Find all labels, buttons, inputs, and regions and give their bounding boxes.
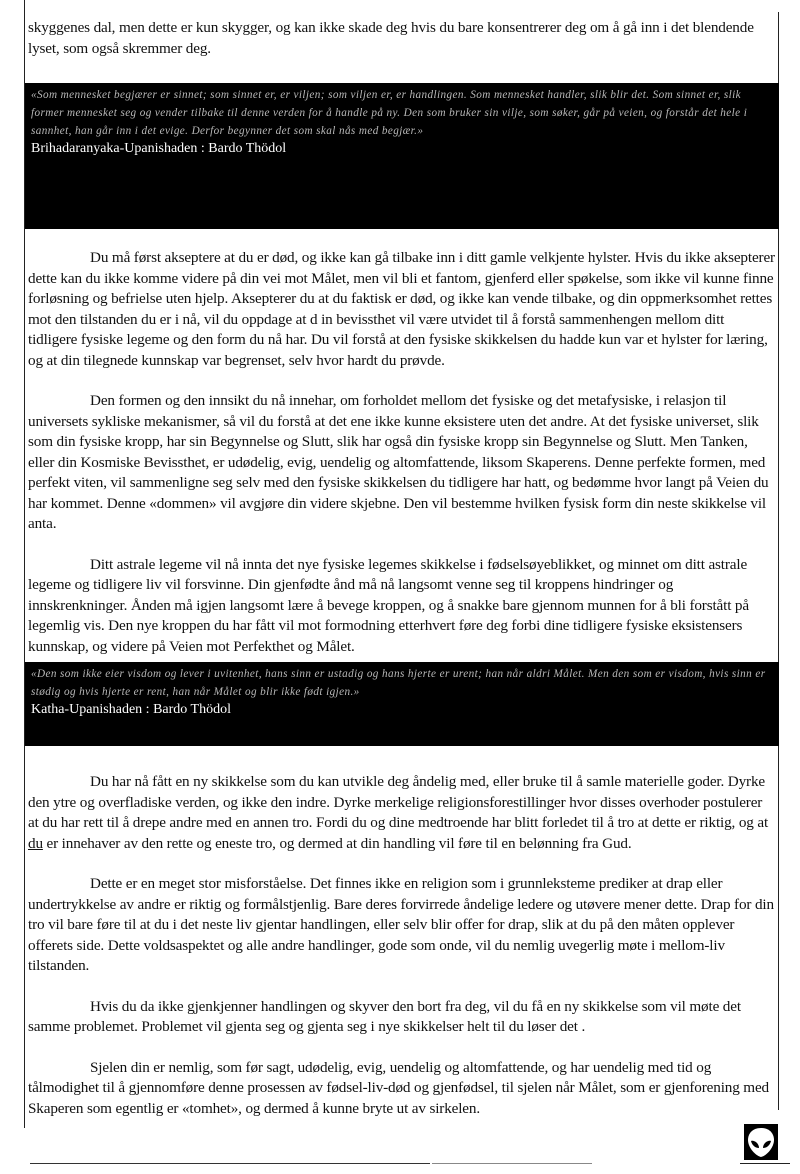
paragraph-3: Ditt astrale legeme vil nå innta det nye fysiske legemes skikkelse i fødselsøyeblikket, og minnet om ditt astrale legeme og tidligere liv vil forsvinne. Din gjenfødte ånd må nå langsomt venne seg til kroppens hindringer og innskrenkninger. Ånden må igjen langsomt lære å bevege kroppen, og å snakke bare gjennom munnen for å bli forstått på legemlig vis. Den nye kroppen du har fått vil mot formodning etterhvert føre deg forbi dine tidligere fysiske eksistensers kunnskap, og videre på Veien mot Perfekthet og Målet.	[28, 555, 749, 655]
paragraph-1: Du må først akseptere at du er død, og ikke kan gå tilbake inn i ditt gamle velkjente hylster. Hvis du ikke aksepterer dette kan du ikke komme videre på din vei mot Målet, men vil bli et fantom, gjenferd eller spøkelse, som ikke vil kunne finne forløsning og befrielse uten hjelp. Aksepterer du at du faktisk er død, og ikke kan vende tilbake, og din oppmerksomhet rettes mot den tilstanden du er i nå, vil du oppdage at d in bevissthet vil være utvidet til å forstå sammenhengen mellom ditt tidligere fysiske legeme og den form du nå har. Du vil forstå at den fysiske skikkelsen du hadde kun var et hylster for læring, og at din tilegnede kunnskap var begrenset, selv hvor hardt du prøvde.	[28, 249, 775, 369]
section-2	[28, 772, 776, 1119]
footer-rule	[30, 1163, 430, 1164]
quote-1-source: Brihadaranyaka-Upanishaden : Bardo Thödol	[31, 141, 287, 156]
paragraph-4-underlined: du	[28, 834, 43, 852]
paragraph-6: Hvis du da ikke gjenkjenner handlingen og skyver den bort fra deg, vil du få en ny skikkelse som vil møte det samme problemet. Problemet vil gjenta seg og gjenta seg i nye skikkelser helt til du løser det .	[28, 997, 741, 1035]
paragraph-4-after: er innehaver av den rette og eneste tro, og dermed at din handling vil føre til en belønning fra Gud.	[42, 834, 632, 852]
section-1	[28, 248, 776, 657]
footer-rule-faint	[432, 1163, 592, 1164]
quote-1-text: «Som mennesket begjærer er sinnet; som sinnet er, er viljen; som viljen er, er handlingen. Som mennesket handler, slik blir det. Som sinnet er, slik former mennesket seg og vender tilbake til denne verden for å handle på ny. Den som bruker sin vilje, som søker, går på veien, og forstår det hele i sannhet, han går inn i det evige. Derfor begynner det som skal nås med begjær.»	[31, 89, 748, 137]
quote-2-text: «Den som ikke eier visdom og lever i uvitenhet, hans sinn er ustadig og hans hjerte er urent; han når aldri Målet. Men den som er visdom, hvis sinn er stødig og hvis hjerte er rent, han når Målet og blir ikke født igjen.»	[31, 668, 766, 698]
intro-paragraph: skyggenes dal, men dette er kun skygger, og kan ikke skade deg hvis du bare konsentrerer deg om å gå inn i det blendende lyset, som også skremmer deg.	[28, 19, 754, 57]
quote-2-source: Katha-Upanishaden : Bardo Thödol	[31, 702, 231, 717]
paragraph-7: Sjelen din er nemlig, som før sagt, udødelig, evig, uendelig og altomfattende, og har uendelig med tid og tålmodighet til å gjennomføre denne prosessen av fødsel-liv-død og gjenfødsel, til sjelen når Målet, som er gjenforening med Skaperen som egentlig er «tomhet», og dermed å kunne bryte ut av sirkelen.	[28, 1058, 769, 1117]
paragraph-5: Dette er en meget stor misforståelse. Det finnes ikke en religion som i grunnleksteme prediker at drap eller undertrykkelse av andre er riktig og formålstjenlig. Bare deres forvirrede åndelige ledere og utøvere mener dette. Drap for din tro vil bare føre til at du i det neste liv gjentar handlingen, eller selv blir offer for drap, slik at du på den måten opplever offerets side. Dette voldsaspektet og alle andre handlinger, gode som onde, vil du nemlig uvegerlig møte i mellom-liv tilstanden.	[28, 875, 774, 974]
paragraph-2: Den formen og den innsikt du nå innehar, om forholdet mellom det fysiske og det metafysiske, i relasjon til universets sykliske mekanismer, så vil du forstå at det ene ikke kunne eksistere uten det andre. At det fysiske universet, slik som din fysiske kropp, har sin Begynnelse og Slutt, slik har også din fysiske kropp sin Begynnelse og Slutt. Men Tanken, eller din Kosmiske Bevissthet, er udødelig, evig, uendelig og altomfattende, liksom Skaperens. Denne perfekte formen, med perfekt viten, vil sammenligne seg selv med den fysiske skikkelsen du tidligere har hatt, og bedømme hvor langt på Veien du har kommet. Denne «dommen» vil avgjøre din videre skjebne. Den vil bestemme hvilken fysisk form din neste skikkelse vil anta.	[28, 392, 769, 532]
quote-box-2	[25, 662, 779, 746]
intro-text	[28, 18, 776, 59]
alien-head-icon	[744, 1124, 778, 1160]
paragraph-4	[28, 772, 776, 854]
footer-rule-right	[740, 1163, 790, 1164]
paragraph-4-before: Du har nå fått en ny skikkelse som du kan utvikle deg åndelig med, eller bruke til å samle materielle goder. Dyrke den ytre og overfladiske verden, og ikke den indre. Dyrke merkelige religionsforestillinger hvor disses overhoder postulerer at du har rett til å drepe andre med en annen tro. Fordi du og dine medtroende har blitt forledet til å tro at dette er riktig, og at	[28, 773, 769, 831]
quote-box-1	[25, 83, 779, 229]
